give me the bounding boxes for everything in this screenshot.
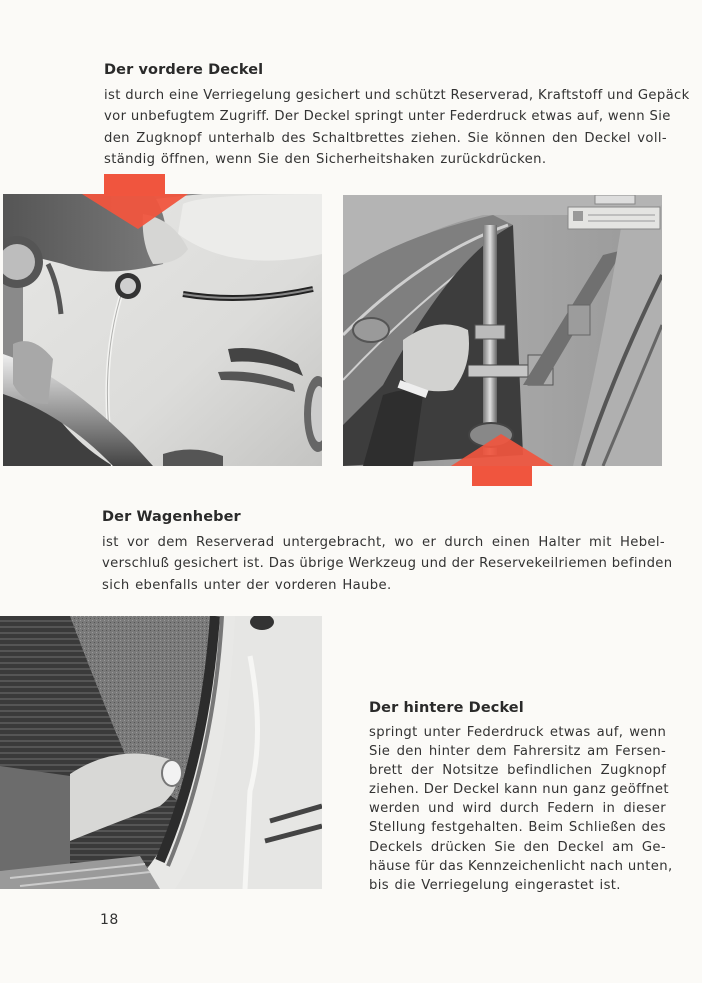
section-text-car-jack [102, 532, 673, 596]
photo-car-jack [343, 195, 662, 466]
arrow-shaft [472, 466, 532, 486]
photo-front-hood-release [3, 194, 322, 466]
text-line: ist vor dem Reserverad untergebracht, wo er durch einen Halter mit Hebel- [102, 535, 665, 550]
up-arrow-icon [451, 434, 553, 488]
text-line: vor unbefugtem Zugriff. Der Deckel springt unter Federdruck etwas auf, wenn Sie [104, 109, 671, 125]
text-line: Stellung festgehalten. Beim Schließen des [369, 820, 666, 836]
text-line: brett der Notsitze befindlichen Zugknopf [369, 763, 667, 779]
section-heading-car-jack: Der Wagenheber [102, 509, 241, 525]
section-text-rear-hood [369, 723, 673, 895]
photo-rear-hood-knob [0, 616, 322, 889]
text-line: ziehen. Der Deckel kann nun ganz geöffnet [369, 782, 669, 798]
text-line: sich ebenfalls unter der vorderen Haube. [102, 577, 392, 593]
text-line: werden und wird durch Federn in dieser [369, 801, 666, 817]
text-line: verschluß gesichert ist. Das übrige Werkzeug und der Reservekeilriemen befinden [102, 556, 673, 572]
text-line: ist durch eine Verriegelung gesichert und schützt Reserverad, Kraftstoff und Gepäck [104, 88, 690, 103]
text-line: Deckels drücken Sie den Deckel am Ge- [369, 839, 666, 855]
section-heading-front-hood: Der vordere Deckel [104, 62, 264, 78]
arrow-head [451, 434, 553, 466]
section-heading-rear-hood: Der hintere Deckel [369, 700, 524, 716]
text-line: springt unter Federdruck etwas auf, wenn [369, 725, 667, 740]
text-line: bis die Verriegelung eingerastet ist. [369, 877, 621, 893]
section-text-front-hood [104, 85, 690, 171]
arrow-shaft [104, 174, 165, 196]
text-line: ständig öffnen, wenn Sie den Sicherheitshaken zurückdrücken. [104, 152, 547, 168]
page-number: 18 [100, 912, 119, 928]
arrow-head [82, 194, 188, 229]
down-arrow-icon [82, 174, 188, 230]
text-line: den Zugknopf unterhalb des Schaltbrettes ziehen. Sie können den Deckel voll- [104, 130, 667, 146]
text-line: Sie den hinter dem Fahrersitz am Fersen- [369, 744, 667, 760]
text-line: häuse für das Kennzeichenlicht nach unten, [369, 858, 673, 874]
